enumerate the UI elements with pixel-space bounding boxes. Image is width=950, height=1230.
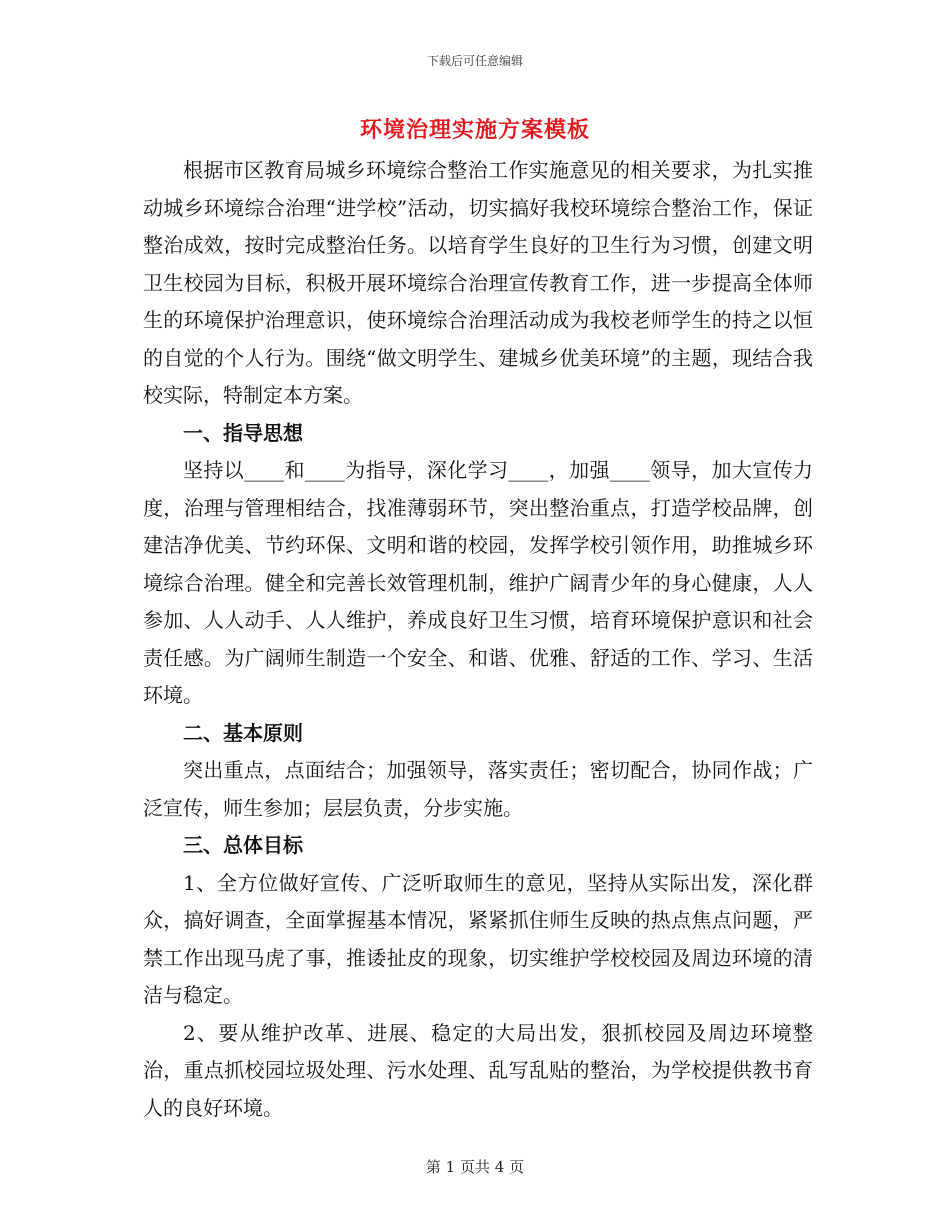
intro-paragraph: 根据市区教育局城乡环境综合整治工作实施意见的相关要求，为扎实推动城乡环境综合治理“进学校”活动，切实搞好我校环境综合整治工作，保证整治成效，按时完成整治任务。以培育学生良好的卫生行为习惯，创建文明卫生校园为目标，积极开展环境综合治理宣传教育工作，进一步提高全体师生的环境保护治理意识，使环境综合治理活动成为我校老师学生的持之以恒的自觉的个人行为。围绕“做文明学生、建城乡优美环境”的主题，现结合我校实际，特制定本方案。 xyxy=(143,158,813,407)
section-paragraph: 突出重点，点面结合；加强领导，落实责任；密切配合，协同作战；广泛宣传，师生参加；层层负责，分步实施。 xyxy=(143,758,813,820)
section-heading: 三、总体目标 xyxy=(183,833,303,857)
page-footer: 第 1 页共 4 页 xyxy=(425,1158,525,1176)
document-body xyxy=(143,152,813,1127)
section-heading: 一、指导思想 xyxy=(183,420,303,445)
section-paragraph: 2、要从维护改革、进展、稳定的大局出发，狠抓校园及周边环境整治，重点抓校园垃圾处理、污水处理、乱写乱贴的整治，为学校提供教书育人的良好环境。 xyxy=(143,1020,813,1120)
document-title: 环境治理实施方案模板 xyxy=(359,117,590,143)
section-heading: 二、基本原则 xyxy=(183,720,303,745)
section-paragraph: 1、全方位做好宣传、广泛听取师生的意见，坚持从实际出发，深化群众，搞好调查，全面掌握基本情况，紧紧抓住师生反映的热点焦点问题，严禁工作出现马虎了事，推诿扯皮的现象，切实维护学校校园及周边环境的清洁与稳定。 xyxy=(143,870,813,1007)
section-paragraph: 坚持以____和____为指导，深化学习____，加强____领导，加大宣传力度，治理与管理相结合，找准薄弱环节，突出整治重点，打造学校品牌，创建洁净优美、节约环保、文明和谐的校园，发挥学校引领作用，助推城乡环境综合治理。健全和完善长效管理机制，维护广阔青少年的身心健康，人人参加、人人动手、人人维护，养成良好卫生习惯，培育环境保护意识和社会责任感。为广阔师生制造一个安全、和谐、优雅、舒适的工作、学习、生活环境。 xyxy=(143,458,813,707)
page-header: 下载后可任意编辑 xyxy=(426,54,523,68)
